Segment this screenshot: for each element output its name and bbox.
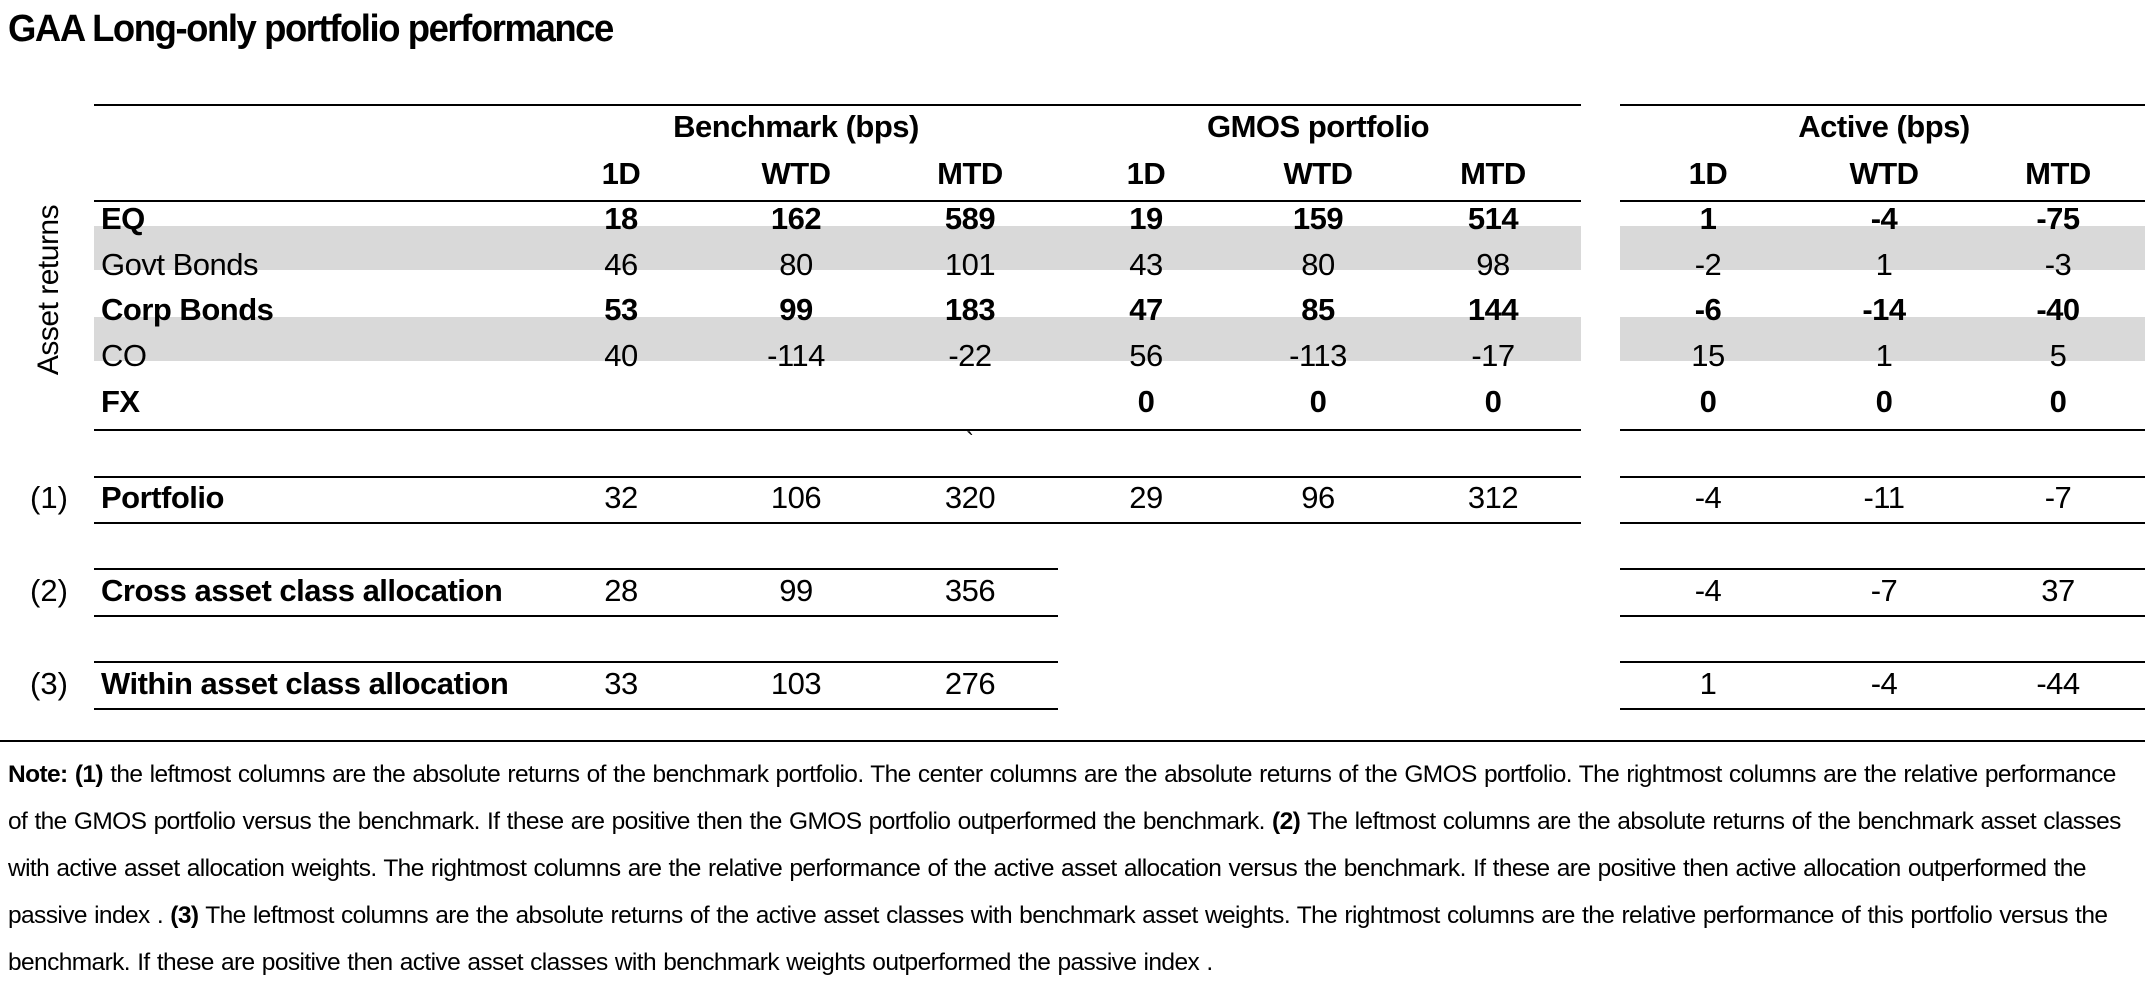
note-label: Note: [8, 761, 68, 788]
table-cell: 106 [770, 480, 822, 515]
asset-returns-label: Asset returns [32, 204, 65, 376]
table-cell: 80 [1301, 247, 1335, 282]
table-cell: 28 [604, 573, 638, 608]
column-header-benchmark-mtd: MTD [937, 156, 1003, 191]
note-text-2: The leftmost columns are the absolute returns of the benchmark asset classes with active asset allocation weights. The rightmost columns are the relative performance of the active asset allocation versus the benchmark. If these are positive then active allocation outperformed the passive index . [8, 808, 2121, 929]
table-cell: -113 [1289, 338, 1347, 373]
cross-bottom-rule [94, 615, 1058, 617]
summary-row-label: Portfolio [101, 480, 224, 515]
asset-block-rule [1620, 429, 2145, 431]
table-cell: -6 [1694, 292, 1722, 327]
table-cell: 18 [604, 201, 638, 236]
table-cell: 1 [1875, 338, 1893, 373]
table-cell: -75 [2036, 201, 2080, 236]
table-cell: -11 [1863, 480, 1905, 515]
table-cell: -7 [1870, 573, 1898, 608]
table-cell: 183 [944, 292, 996, 327]
note-marker-1: (1) [74, 761, 103, 788]
group-header-benchmark: Benchmark (bps) [673, 109, 919, 144]
table-cell: 33 [604, 666, 638, 701]
portfolio-top-rule [1620, 476, 2145, 478]
group-header-active: Active (bps) [1798, 109, 1970, 144]
table-cell: -4 [1870, 201, 1898, 236]
table-cell: 32 [604, 480, 638, 515]
table-cell: 0 [2049, 384, 2067, 419]
table-cell: 47 [1129, 292, 1163, 327]
table-top-rule [1620, 104, 2145, 106]
portfolio-bottom-rule [94, 522, 1581, 524]
table-cell: -17 [1471, 338, 1515, 373]
summary-row-label: Cross asset class allocation [101, 573, 503, 608]
table-cell: 43 [1129, 247, 1163, 282]
table-cell: -22 [948, 338, 992, 373]
table-cell: 80 [779, 247, 813, 282]
note-divider [0, 740, 2145, 742]
column-header-benchmark-1d: 1D [601, 156, 641, 191]
table-cell: 99 [779, 573, 813, 608]
table-cell: 276 [944, 666, 996, 701]
table-cell: 53 [604, 292, 638, 327]
table-cell: 56 [1129, 338, 1163, 373]
footnote [8, 751, 2133, 986]
row-label: CO [101, 338, 147, 373]
note-marker-3: (3) [170, 902, 199, 929]
table-cell: -7 [2044, 480, 2072, 515]
table-cell: 0 [1309, 384, 1327, 419]
within-bottom-rule [1620, 708, 2145, 710]
table-cell: -4 [1870, 666, 1898, 701]
stray-mark: ` [966, 428, 974, 455]
within-top-rule [1620, 661, 2145, 663]
table-top-rule [94, 104, 1581, 106]
table-cell: 144 [1467, 292, 1519, 327]
summary-row-label: Within asset class allocation [101, 666, 509, 701]
table-cell: 101 [944, 247, 996, 282]
note-text-1: the leftmost columns are the absolute returns of the benchmark portfolio. The center columns are the absolute returns of the GMOS portfolio. The rightmost columns are the relative performance of the GMOS portfolio versus the benchmark. If these are positive then the GMOS portfolio outperformed the benchmark. [8, 761, 2116, 835]
row-number: (2) [30, 573, 68, 608]
table-cell: 40 [604, 338, 638, 373]
table-cell: -14 [1862, 292, 1906, 327]
column-header-gmos-1d: 1D [1126, 156, 1166, 191]
column-header-benchmark-wtd: WTD [761, 156, 831, 191]
group-header-gmos: GMOS portfolio [1206, 109, 1430, 144]
row-number: (1) [30, 480, 68, 515]
portfolio-top-rule [94, 476, 1581, 478]
row-number: (3) [30, 666, 68, 701]
table-cell: 5 [2049, 338, 2067, 373]
table-cell: -4 [1694, 480, 1722, 515]
table-cell: 589 [944, 201, 996, 236]
column-header-gmos-mtd: MTD [1460, 156, 1526, 191]
table-cell: -40 [2036, 292, 2080, 327]
table-cell: -3 [2044, 247, 2072, 282]
table-cell: 0 [1484, 384, 1502, 419]
within-bottom-rule [94, 708, 1058, 710]
table-cell: 15 [1691, 338, 1725, 373]
table-cell: 99 [779, 292, 813, 327]
cross-top-rule [94, 568, 1058, 570]
table-cell: 1 [1875, 247, 1893, 282]
table-cell: 312 [1467, 480, 1519, 515]
table-cell: 29 [1129, 480, 1163, 515]
column-header-gmos-wtd: WTD [1283, 156, 1353, 191]
table-cell: 96 [1301, 480, 1335, 515]
row-label: FX [101, 384, 140, 419]
table-cell: 0 [1137, 384, 1155, 419]
table-cell: 19 [1129, 201, 1163, 236]
table-cell: 85 [1301, 292, 1335, 327]
note-text-3: The leftmost columns are the absolute returns of the active asset classes with benchmark asset weights. The rightmost columns are the relative performance of this portfolio versus the benchmark. If these are positive then active asset classes with benchmark weights outperformed the passive index . [8, 902, 2108, 976]
table-cell: 514 [1467, 201, 1519, 236]
row-label: Govt Bonds [101, 247, 258, 282]
column-header-active-mtd: MTD [2025, 156, 2091, 191]
cross-top-rule [1620, 568, 2145, 570]
table-cell: 356 [944, 573, 996, 608]
cross-bottom-rule [1620, 615, 2145, 617]
portfolio-bottom-rule [1620, 522, 2145, 524]
table-cell: 1 [1699, 201, 1717, 236]
within-top-rule [94, 661, 1058, 663]
row-label: Corp Bonds [101, 292, 274, 327]
table-cell: 320 [944, 480, 996, 515]
table-cell: 159 [1292, 201, 1344, 236]
column-header-active-wtd: WTD [1849, 156, 1919, 191]
table-cell: 46 [604, 247, 638, 282]
column-header-active-1d: 1D [1688, 156, 1728, 191]
table-cell: -2 [1694, 247, 1722, 282]
table-cell: 162 [770, 201, 822, 236]
table-cell: -4 [1694, 573, 1722, 608]
table-cell: 0 [1699, 384, 1717, 419]
table-cell: 98 [1476, 247, 1510, 282]
table-cell: 103 [770, 666, 822, 701]
table-cell: -114 [767, 338, 825, 373]
page-title: GAA Long-only portfolio performance [8, 8, 613, 50]
asset-block-rule [94, 429, 1581, 431]
table-cell: 37 [2041, 573, 2075, 608]
note-marker-2: (2) [1272, 808, 1301, 835]
table-cell: 0 [1875, 384, 1893, 419]
table-cell: -44 [2036, 666, 2080, 701]
row-label: EQ [101, 201, 145, 236]
table-cell: 1 [1699, 666, 1717, 701]
